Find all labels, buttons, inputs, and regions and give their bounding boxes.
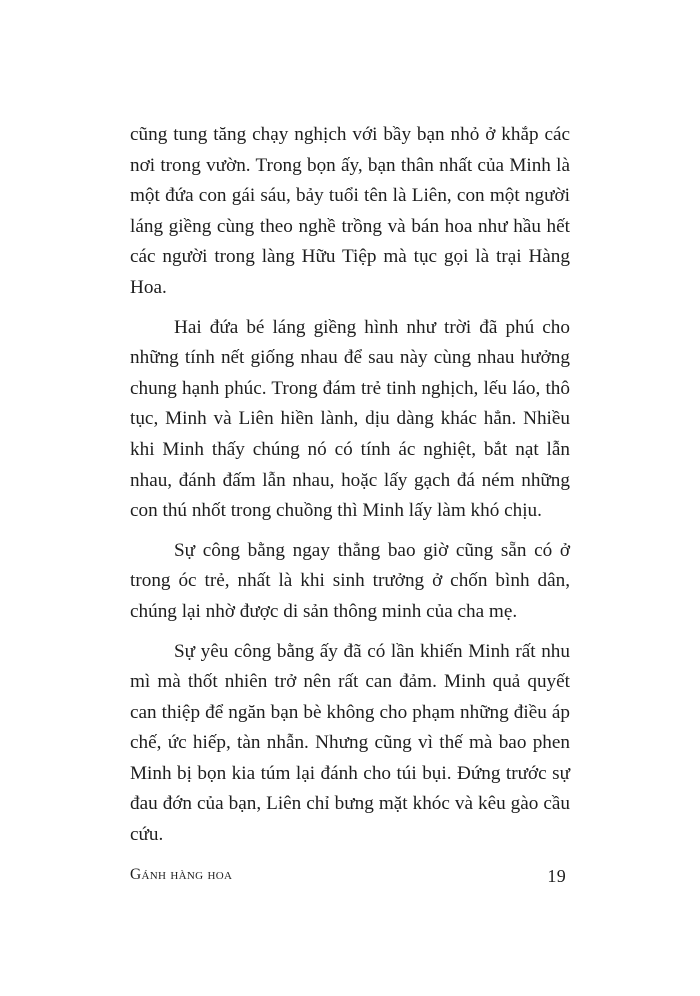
body-text — [130, 120, 570, 851]
paragraph-3: Sự công bằng ngay thẳng bao giờ cũng sẵn có ở trong óc trẻ, nhất là khi sinh trưởng ở chốn bình dân, chúng lại nhờ được di sản thông minh của cha mẹ. — [130, 539, 570, 622]
running-title: Gánh hàng hoa — [130, 866, 233, 883]
paragraph-4: Sự yêu công bằng ấy đã có lần khiến Minh rất nhu mì mà thốt nhiên trở nên rất can đảm. Minh quả quyết can thiệp để ngăn bạn bè không cho phạm những điều áp chế, ức hiếp, tàn nhẫn. Nhưng cũng vì thế mà bao phen Minh bị bọn kia túm lại đánh cho túi bụi. Đứng trước sự đau đớn của bạn, Liên chỉ bưng mặt khóc và kêu gào cầu cứu. — [130, 640, 570, 846]
paragraph-1: cũng tung tăng chạy nghịch với bầy bạn nhỏ ở khắp các nơi trong vườn. Trong bọn ấy, bạn thân nhất của Minh là một đứa con gái sáu, bảy tuổi tên là Liên, con một người láng giềng cùng theo nghề trồng và bán hoa như hầu hết các người trong làng Hữu Tiệp mà tục gọi là trại Hàng Hoa. — [130, 124, 570, 298]
page-number: 19 — [547, 866, 566, 886]
page-footer — [130, 866, 570, 892]
paragraph-2: Hai đứa bé láng giềng hình như trời đã phú cho những tính nết giống nhau để sau này cùng nhau hưởng chung hạnh phúc. Trong đám trẻ tinh nghịch, lếu láo, thô tục, Minh và Liên hiền lành, dịu dàng khác hẳn. Nhiều khi Minh thấy chúng nó có tính ác nghiệt, bắt nạt lẫn nhau, đánh đấm lẫn nhau, hoặc lấy gạch đá ném những con thú nhốt trong chuồng thì Minh lấy làm khó chịu. — [130, 316, 570, 522]
book-page — [130, 0, 570, 996]
